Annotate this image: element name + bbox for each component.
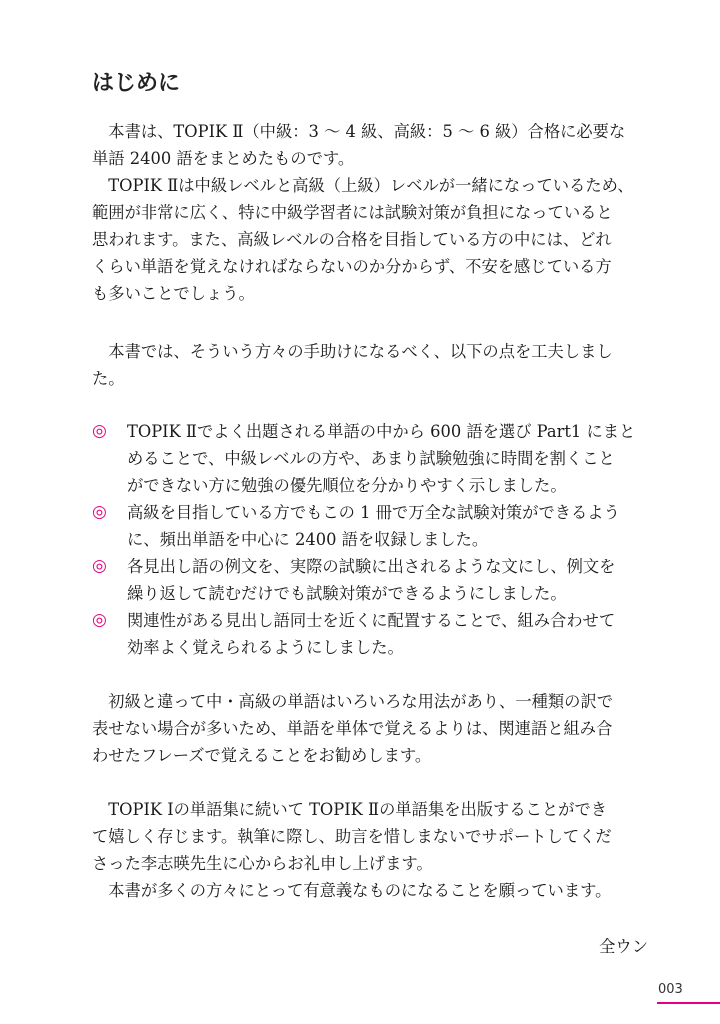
text-line: めることで、中級レベルの方や、あまり試験勉強に時間を割くこと [127,449,615,468]
text-line: わせたフレーズで覚えることをお勧めします。 [92,746,432,765]
text-line: TOPIK Ⅱは中級レベルと高級（上級）レベルが一緒になっているため、 [92,176,634,195]
text-line: 各見出し語の例文を、実際の試験に出されるような文にし、例文を [127,557,616,576]
text-line: 表せない場合が多いため、単語を単体で覚えるよりは、関連語と組み合 [92,719,613,738]
advice-paragraph [92,688,652,769]
text-line: ができない方に勉強の優先順位を分かりやすく示しました。 [127,476,567,495]
double-circle-bullet-icon: ◎ [92,502,107,522]
text-line: さった李志暎先生に心からお礼申し上げます。 [92,854,433,873]
text-line: 効率よく覚えられるようにしました。 [127,638,404,657]
text-line: 思われます。また、高級レベルの合格を目指している方の中には、どれ [92,230,612,249]
text-line: 単語 2400 語をまとめたものです。 [92,149,355,168]
text-line: TOPIK Ⅰの単語集に続いて TOPIK Ⅱの単語集を出版することができ [92,800,608,819]
list-item [92,607,652,661]
double-circle-bullet-icon: ◎ [92,421,107,441]
page-number-underline [657,1002,720,1004]
text-line: くらい単語を覚えなければならないのか分からず、不安を感じている方 [92,257,612,276]
intro-paragraph [92,118,652,307]
text-line: て嬉しく存じます。執筆に際し、助言を惜しまないでサポートしてくだ [92,827,612,846]
double-circle-bullet-icon: ◎ [92,556,107,576]
text-line: 初級と違って中・高級の単語はいろいろな用法があり、一種類の訳で [92,692,614,711]
text-line: に、頻出単語を中心に 2400 語を収録しました。 [127,530,489,549]
text-line: 関連性がある見出し語同士を近くに配置することで、組み合わせて [127,611,616,630]
page-number: 003 [658,982,683,997]
feature-list [92,418,652,661]
text-line: 繰り返して読むだけでも試験対策ができるようにしました。 [127,584,567,603]
text-line: 範囲が非常に広く、特に中級学習者には試験対策が負担になっていると [92,203,613,222]
list-item [92,418,652,499]
text-line: TOPIK Ⅱでよく出題される単語の中から 600 語を選び Part1 にまと [127,422,636,441]
double-circle-bullet-icon: ◎ [92,610,107,630]
text-line: 高級を目指している方でもこの 1 冊で万全な試験対策ができるよう [127,503,620,522]
text-line: 本書では、そういう方々の手助けになるべく、以下の点を工夫しまし [92,342,613,361]
acknowledgement-paragraph [92,796,652,904]
text-line: も多いことでしょう。 [92,284,255,303]
text-line: 本書が多くの方々にとって有意義なものになることを願っています。 [92,881,612,900]
text-line: た。 [92,369,125,388]
author-signature: 全ウン [599,937,648,956]
features-intro-paragraph [92,338,652,392]
page-title: はじめに [92,71,181,96]
list-item [92,499,652,553]
text-line: 本書は、TOPIK Ⅱ（中級：3 ～ 4 級、高級：5 ～ 6 級）合格に必要な [92,122,626,141]
list-item [92,553,652,607]
